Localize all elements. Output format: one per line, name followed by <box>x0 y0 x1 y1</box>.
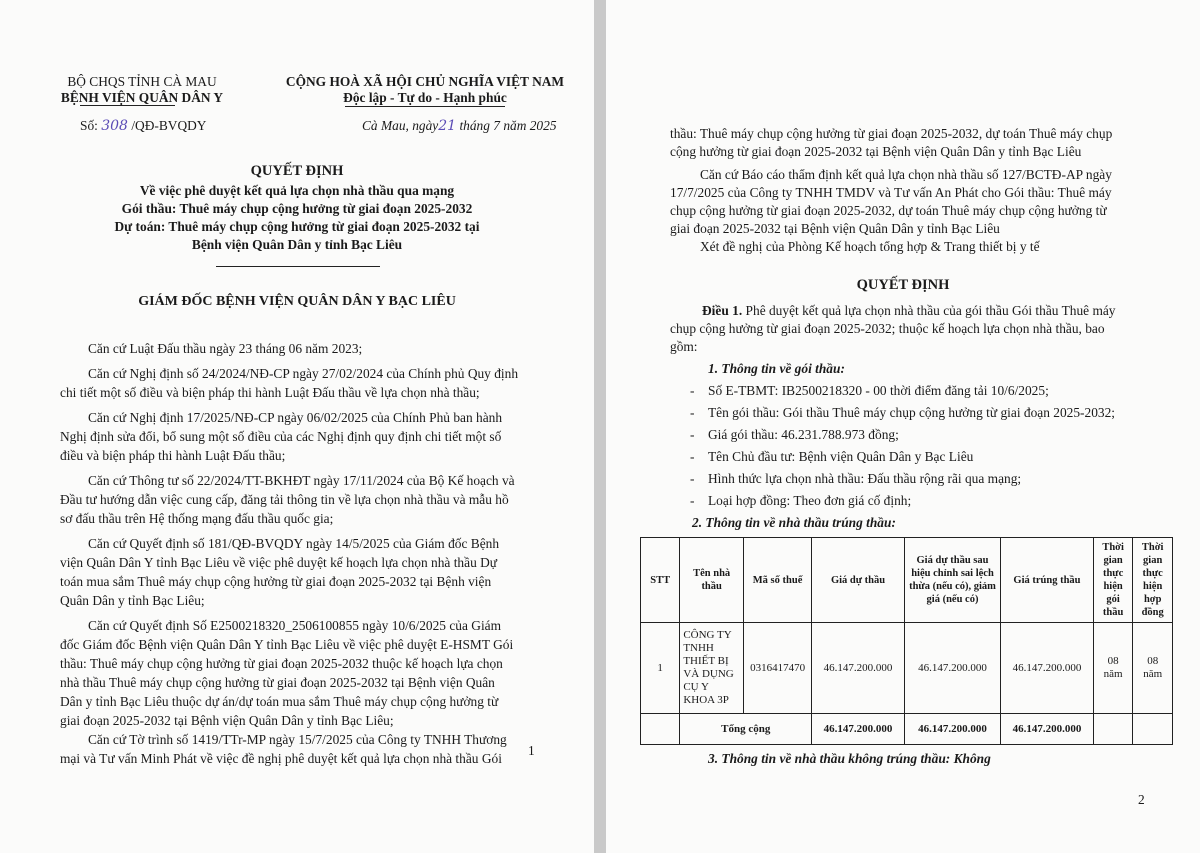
continued-line-1: thầu: Thuê máy chụp cộng hưởng từ giai đoạn 2025-2032, dự toán Thuê máy chụp <box>670 126 1113 141</box>
decision-title: QUYẾT ĐỊNH <box>250 163 344 179</box>
header-cell: Giá trúng thầu <box>1001 538 1094 623</box>
page-number: 1 <box>528 743 535 758</box>
subject-divider <box>216 266 380 267</box>
basis-paragraph-6-line-4: nhà thầu Thuê máy chụp cộng hưởng từ giai đoạn 2025-2032 tại Bệnh viện Quân <box>60 675 495 690</box>
basis-paragraph-4-line-3: sơ đấu thầu trên Hệ thống mạng đấu thầu quốc gia; <box>60 511 334 526</box>
total-cell: 46.147.200.000 <box>904 714 1000 745</box>
basis-paragraph-2-line-2: chi tiết một số điều và biện pháp thi hành Luật Đấu thầu về lựa chọn nhà thầu; <box>60 385 480 400</box>
article-1-text: Phê duyệt kết quả lựa chọn nhà thầu của gói thầu Gói thầu Thuê máy <box>745 303 1116 318</box>
header-cell: Giá dự thầu sau hiệu chỉnh sai lệch thừa (nếu có), giảm giá (nếu có) <box>904 538 1000 623</box>
basis-paragraph-6-line-3: thầu: Thuê máy chụp cộng hưởng từ giai đoạn 2025-2032 thuộc kế hoạch lựa chọn <box>60 656 503 671</box>
national-motto-line2: Độc lập - Tự do - Hạnh phúc <box>343 90 507 105</box>
basis-paragraph-5-line-3: toán mua sắm Thuê máy chụp cộng hưởng từ giai đoạn 2025-2032 tại Bệnh viện <box>60 574 492 589</box>
decision-number <box>80 116 206 136</box>
basis-paragraph-6-line-2: đốc Giám đốc Bệnh viện Quân Dân Y tỉnh Bạc Liêu về việc phê duyệt E-HSMT Gói <box>60 637 514 652</box>
subject-line-1: Về việc phê duyệt kết quả lựa chọn nhà thầu qua mạng <box>139 183 455 198</box>
bullet-text: Giá gói thầu: 46.231.788.973 đồng; <box>708 427 899 442</box>
basis-paragraph-7-line-2: mại và Tư vấn Minh Phát về việc đề nghị phê duyệt kết quả lựa chọn nhà thầu Gói <box>60 751 502 766</box>
basis-paragraph-3-line-2: Nghị định sửa đổi, bổ sung một số điều của các Nghị định quy định chi tiết một số <box>60 429 502 444</box>
table-cell: CÔNG TY TNHH THIẾT BỊ VÀ DỤNG CỤ Y KHOA 3P <box>680 623 744 714</box>
appraisal-line-3: chụp cộng hưởng từ giai đoạn 2025-2032, dự toán Thuê máy chụp cộng hưởng từ <box>670 203 1107 218</box>
number-suffix: /QĐ-BVQDY <box>131 118 207 133</box>
issue-date <box>362 116 557 136</box>
article-1-line-3: gồm: <box>670 339 698 354</box>
motto-underline <box>345 106 505 107</box>
header-cell: Thời gian thực hiện gói thầu <box>1093 538 1133 623</box>
table-total-row <box>641 714 1173 745</box>
table-cell: 46.147.200.000 <box>812 623 905 714</box>
subject-line-3: Dự toán: Thuê máy chụp cộng hưởng từ giai đoạn 2025-2032 tại <box>114 219 480 234</box>
article-1-label: Điều 1. <box>702 303 743 318</box>
table-cell: 0316417470 <box>743 623 811 714</box>
bullet-item: - Tên gói thầu: Gói thầu Thuê máy chụp cộng hưởng từ giai đoạn 2025-2032; <box>690 405 1116 420</box>
date-prefix: Cà Mau, ngày <box>362 118 439 133</box>
total-label: Tổng cộng <box>680 714 812 745</box>
number-prefix: Số: <box>80 118 98 133</box>
bullet-text: Tên Chủ đầu tư: Bệnh viện Quân Dân y Bạc Liêu <box>708 449 974 464</box>
table-row <box>641 623 1173 714</box>
org-underline <box>80 105 175 106</box>
basis-paragraph-6-line-6: giai đoạn 2025-2032 tại Bệnh viện Quân Dân y tỉnh Bạc Liêu; <box>60 713 394 728</box>
bullet-text: Số E-TBMT: IB2500218320 - 00 thời điểm đăng tải 10/6/2025; <box>708 383 1049 398</box>
header-cell: Thời gian thực hiện hợp đồng <box>1133 538 1173 623</box>
basis-paragraph-4-line-1: Căn cứ Thông tư số 22/2024/TT-BKHĐT ngày 17/11/2024 của Bộ Kế hoạch và <box>88 473 515 488</box>
national-motto-line1: CỘNG HOÀ XÃ HỘI CHỦ NGHĨA VIỆT NAM <box>285 74 565 89</box>
table-cell: 08 năm <box>1093 623 1133 714</box>
table-cell: 46.147.200.000 <box>904 623 1000 714</box>
page-number: 2 <box>1138 792 1145 807</box>
bullet-item: - Giá gói thầu: 46.231.788.973 đồng; <box>690 427 899 442</box>
basis-paragraph-5-line-4: Quân Dân y tỉnh Bạc Liêu; <box>60 593 205 608</box>
basis-paragraph-6-line-1: Căn cứ Quyết định Số E2500218320_2506100855 ngày 10/6/2025 của Giám <box>88 618 502 633</box>
appraisal-line-2: 17/7/2025 của Công ty TNHH TMDV và Tư vấn An Phát cho Gói thầu: Thuê máy <box>670 185 1112 200</box>
article-1-line-2: chụp cộng hưởng từ giai đoạn 2025-2032; thuộc kế hoạch lựa chọn nhà thầu, bao <box>670 321 1105 336</box>
table-header-row <box>641 538 1173 623</box>
bullet-text: Tên gói thầu: Gói thầu Thuê máy chụp cộng hưởng từ giai đoạn 2025-2032; <box>708 405 1116 420</box>
basis-paragraph-5-line-1: Căn cứ Quyết định số 181/QĐ-BVQDY ngày 14/5/2025 của Giám đốc Bệnh <box>88 536 500 551</box>
handwritten-day: 21 <box>438 118 457 134</box>
header-cell: Tên nhà thầu <box>680 538 744 623</box>
bullet-item: - Tên Chủ đầu tư: Bệnh viện Quân Dân y Bạc Liêu <box>690 449 974 464</box>
bullet-item: - Số E-TBMT: IB2500218320 - 00 thời điểm đăng tải 10/6/2025; <box>690 383 1049 398</box>
section-1-heading: 1. Thông tin về gói thầu: <box>708 361 845 376</box>
total-cell: 46.147.200.000 <box>812 714 905 745</box>
article-1-line-1 <box>702 301 1116 320</box>
document-page-2 <box>606 0 1200 853</box>
section-3-heading: 3. Thông tin về nhà thầu không trúng thầu: Không <box>708 751 991 766</box>
issuing-org-line2: BỆNH VIỆN QUÂN DÂN Y <box>60 90 224 105</box>
bullet-text: Loại hợp đồng: Theo đơn giá cố định; <box>708 493 912 508</box>
table-cell: 1 <box>641 623 680 714</box>
appraisal-line-1: Căn cứ Báo cáo thẩm định kết quả lựa chọn nhà thầu số 127/BCTĐ-AP ngày <box>700 167 1112 182</box>
winning-bidder-table <box>640 537 1173 745</box>
basis-paragraph-2-line-1: Căn cứ Nghị định số 24/2024/NĐ-CP ngày 27/02/2024 của Chính phủ Quy định <box>88 366 519 381</box>
basis-paragraph-7-line-1: Căn cứ Tờ trình số 1419/TTr-MP ngày 15/7/2025 của Công ty TNHH Thương <box>88 732 507 747</box>
table-cell: 08 năm <box>1133 623 1173 714</box>
appraisal-line-4: giai đoạn 2025-2032 tại Bệnh viện Quân Dân y tỉnh Bạc Liêu <box>670 221 1000 236</box>
subject-line-4: Bệnh viện Quân Dân y tỉnh Bạc Liêu <box>191 237 403 252</box>
basis-paragraph-1: Căn cứ Luật Đấu thầu ngày 23 tháng 06 năm 2023; <box>88 341 363 356</box>
bullet-item: - Loại hợp đồng: Theo đơn giá cố định; <box>690 493 912 508</box>
basis-paragraph-4-line-2: Đầu tư hướng dẫn việc cung cấp, đăng tải thông tin về lựa chọn nhà thầu và mẫu hồ <box>60 492 509 507</box>
total-cell: 46.147.200.000 <box>1001 714 1094 745</box>
subject-line-2: Gói thầu: Thuê máy chụp cộng hưởng từ giai đoạn 2025-2032 <box>121 201 473 216</box>
document-page-1 <box>0 0 594 853</box>
header-cell: Mã số thuế <box>743 538 811 623</box>
decision-heading: QUYẾT ĐỊNH <box>856 277 950 293</box>
handwritten-number: 308 <box>101 118 128 134</box>
basis-paragraph-3-line-3: điều và biện pháp thi hành Luật Đấu thầu; <box>60 448 286 463</box>
section-2-heading: 2. Thông tin về nhà thầu trúng thầu: <box>692 515 896 530</box>
header-cell: STT <box>641 538 680 623</box>
table-cell: 46.147.200.000 <box>1001 623 1094 714</box>
bullet-item: - Hình thức lựa chọn nhà thầu: Đấu thầu rộng rãi qua mạng; <box>690 471 1022 486</box>
date-suffix: tháng 7 năm 2025 <box>459 118 557 133</box>
basis-paragraph-3-line-1: Căn cứ Nghị định 17/2025/NĐ-CP ngày 06/02/2025 của Chính Phủ ban hành <box>88 410 503 425</box>
header-cell: Giá dự thầu <box>812 538 905 623</box>
issuing-org-line1: BỘ CHQS TỈNH CÀ MAU <box>67 74 217 89</box>
proposal-line: Xét đề nghị của Phòng Kế hoạch tổng hợp & Trang thiết bị y tế <box>700 239 1040 254</box>
bullet-text: Hình thức lựa chọn nhà thầu: Đấu thầu rộng rãi qua mạng; <box>708 471 1022 486</box>
basis-paragraph-5-line-2: viện Quân Dân Y tỉnh Bạc Liêu về việc phê duyệt kế hoạch lựa chọn nhà thầu Dự <box>60 555 498 570</box>
basis-paragraph-6-line-5: Dân y tỉnh Bạc Liêu thuộc dự án/dự toán mua sắm Thuê máy chụp cộng hưởng từ <box>60 694 499 709</box>
authority-heading: GIÁM ĐỐC BỆNH VIỆN QUÂN DÂN Y BẠC LIÊU <box>138 294 456 309</box>
continued-line-2: cộng hưởng từ giai đoạn 2025-2032 tại Bệnh viện Quân Dân y tỉnh Bạc Liêu <box>670 144 1082 159</box>
